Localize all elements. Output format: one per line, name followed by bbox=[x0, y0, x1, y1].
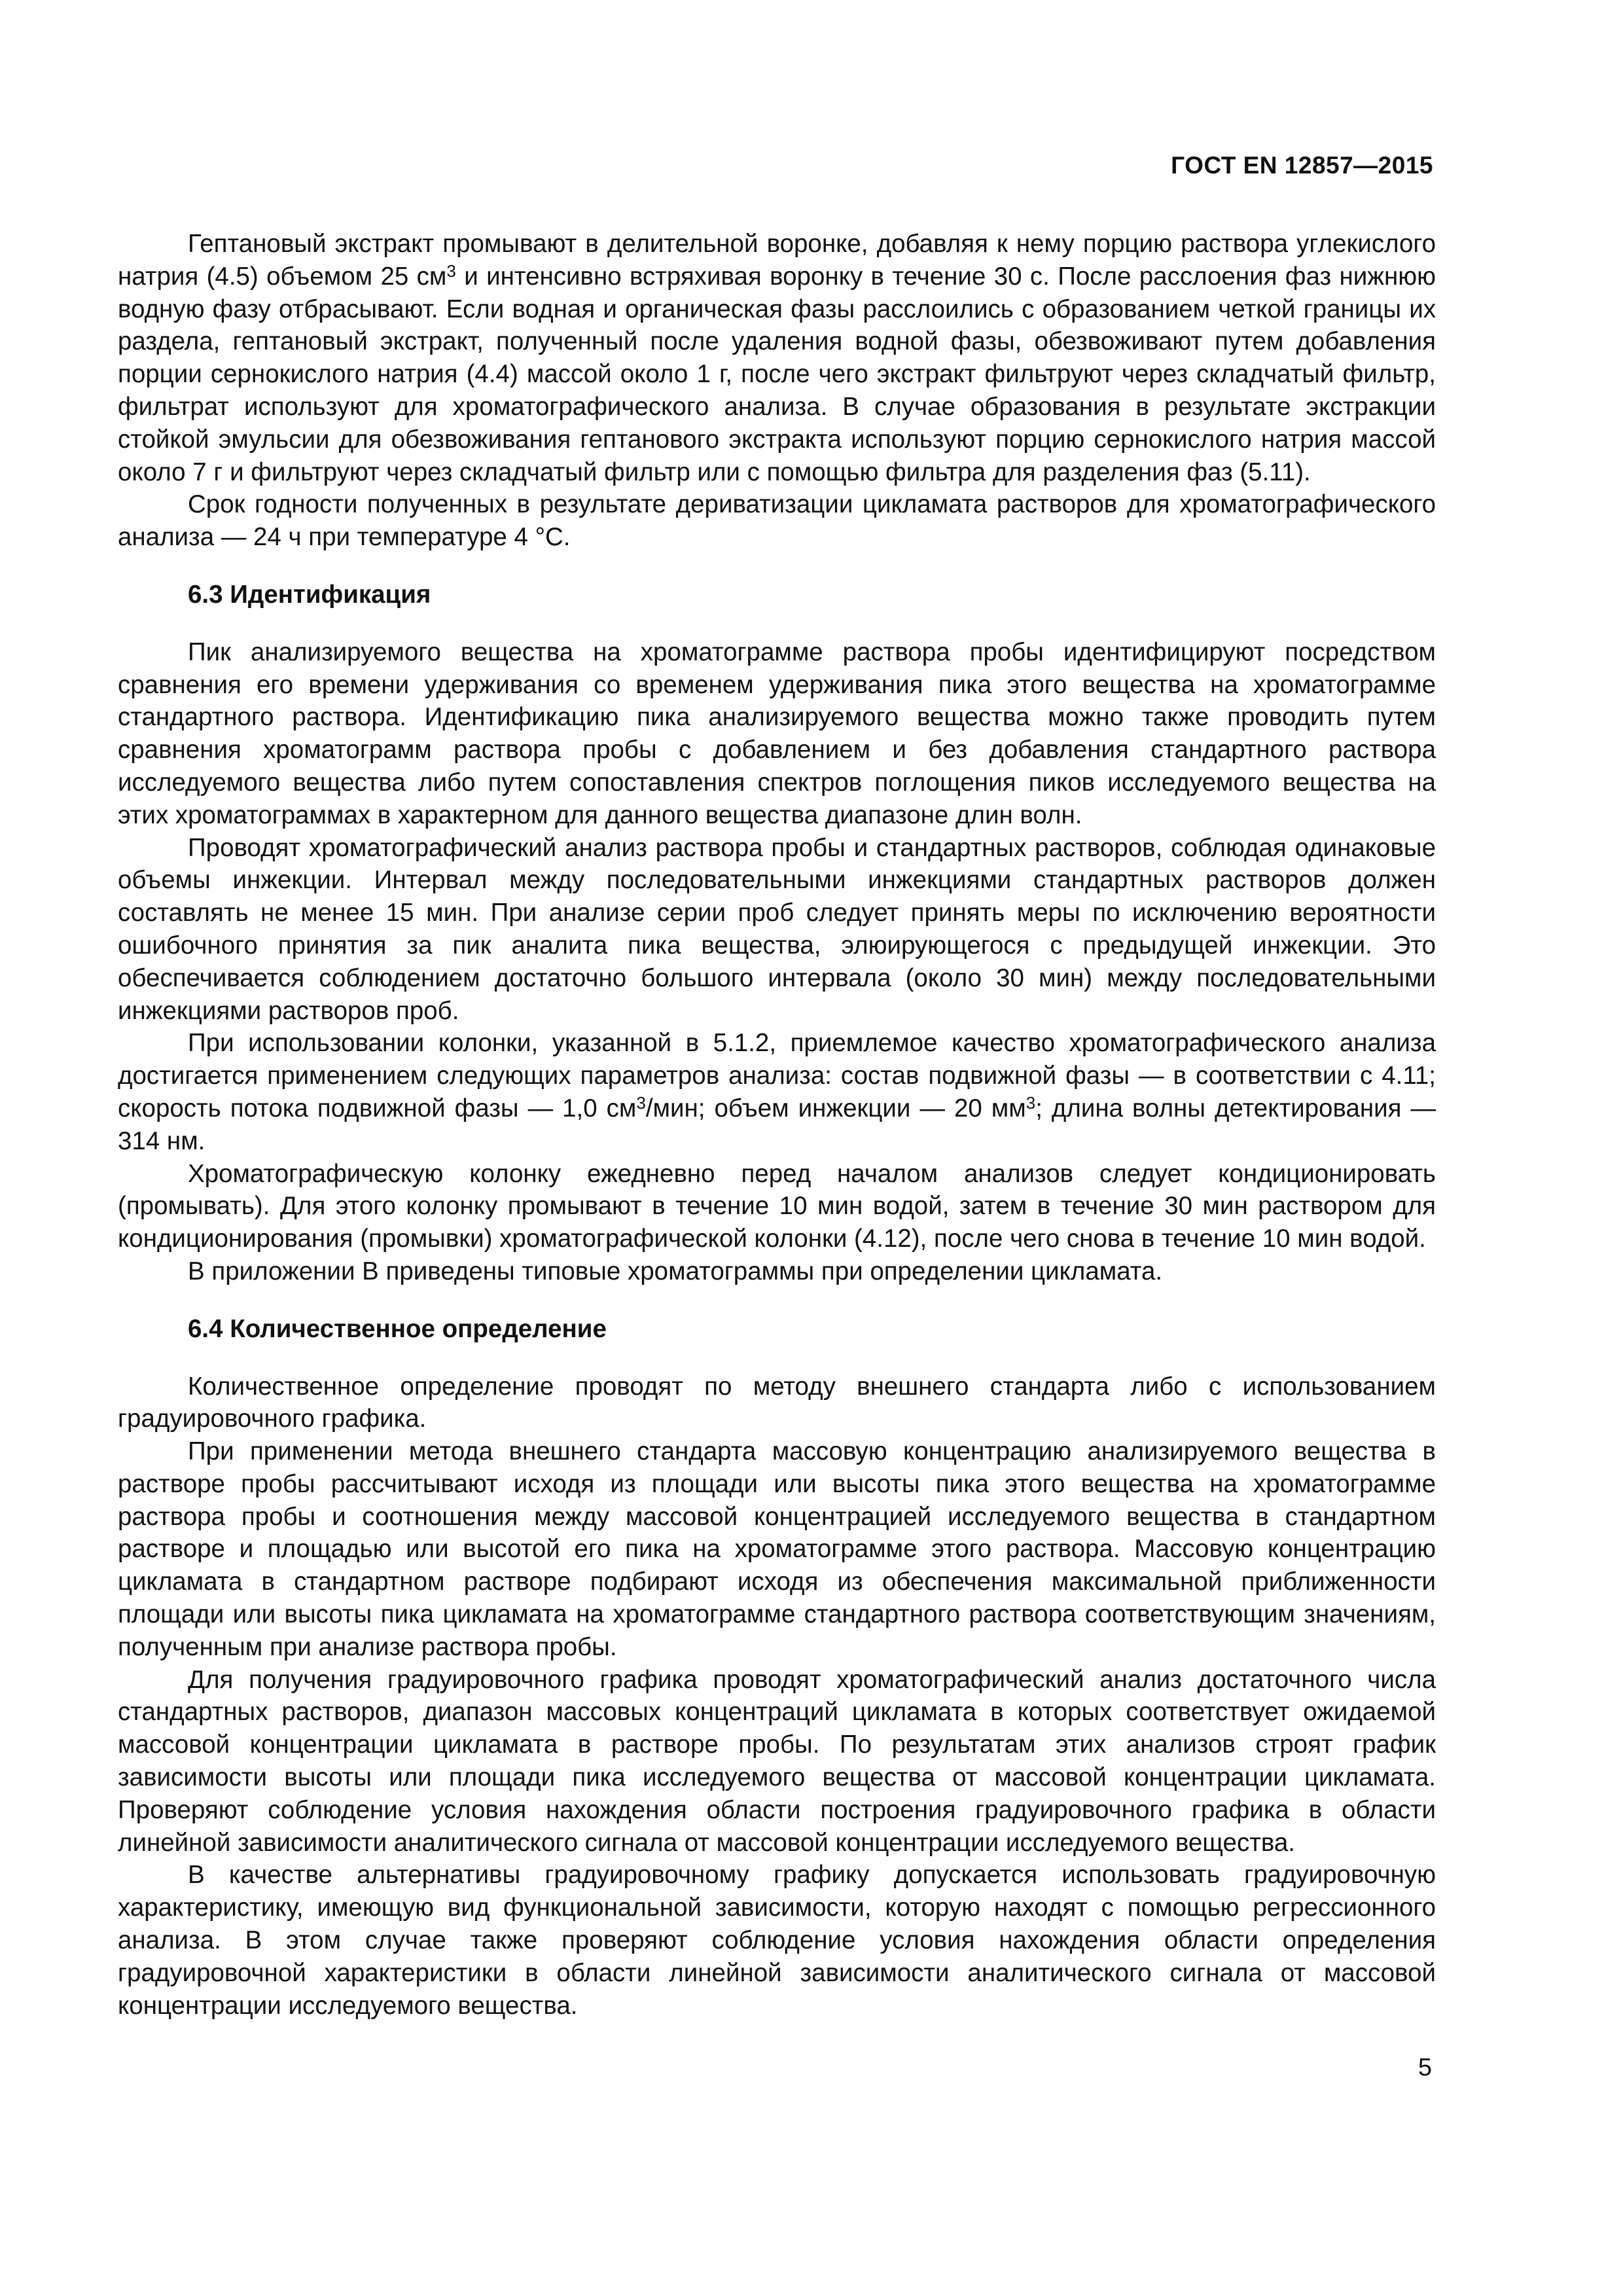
paragraph bbox=[118, 1859, 1436, 2022]
text-run: Срок годности полученных в результате дериватизации цикламата растворов для хроматографического анализа — 24 ч при температуре 4 °С. bbox=[118, 490, 1436, 552]
superscript: 3 bbox=[446, 260, 456, 281]
text-run: и интенсивно встряхивая воронку в течение 30 с. После расслоения фаз нижнюю водную фазу отбрасывают. Если водная и органическая фазы расслоились с образованием четкой границы их раздела, гептановый экстракт, полученный после удаления водной фазы, обезвоживают путем добавления порции сернокислого натрия (4.4) массой около 1 г, после чего экстракт фильтруют через складчатый фильтр, фильтрат используют для хроматографического анализа. В случае образования в результате экстракции стойкой эмульсии для обезвоживания гептанового экстракта используют порцию сернокислого натрия массой около 7 г и фильтруют через складчатый фильтр или с помощью фильтра для разделения фаз (5.11). bbox=[118, 262, 1436, 486]
text-run: Хроматографическую колонку ежедневно перед началом анализов следует кондиционировать (промывать). Для этого колонку промывают в течение 10 мин водой, затем в течение 30 мин раствором для кондиционирования (промывки) хроматографической колонки (4.12), после чего снова в течение 10 мин водой. bbox=[118, 1159, 1436, 1253]
paragraph bbox=[118, 1371, 1436, 1436]
section-heading bbox=[118, 1313, 1436, 1346]
page-number: 5 bbox=[1418, 2054, 1432, 2081]
section-heading bbox=[118, 579, 1436, 611]
paragraph bbox=[118, 636, 1436, 832]
text-run: Пик анализируемого вещества на хроматограмме раствора пробы идентифицируют посредством сравнения его времени удерживания со временем удерживания пика этого вещества на хроматограмме стандартного раствора. Идентификацию пика анализируемого вещества можно также проводить путем сравнения хроматограмм раствора пробы с добавлением и без добавления стандартного раствора исследуемого вещества либо путем сопоставления спектров поглощения пиков исследуемого вещества на этих хроматограммах в характерном для данного вещества диапазоне длин волн. bbox=[118, 637, 1436, 829]
page-body bbox=[118, 228, 1436, 2022]
paragraph bbox=[118, 1664, 1436, 1859]
text-run: При применении метода внешнего стандарта массовую концентрацию анализируемого вещества в растворе пробы рассчитывают исходя из площади или высоты пика этого вещества на хроматограмме раствора пробы и соотношения между массовой концентрацией исследуемого вещества в стандартном растворе и площадью или высотой его пика на хроматограмме этого раствора. Массовую концентрацию цикламата в стандартном растворе подбирают исходя из обеспечения максимальной приближенности площади или высоты пика цикламата на хроматограмме стандартного раствора соответствующим значениям, полученным при анализе раствора пробы. bbox=[118, 1437, 1436, 1661]
text-run: В приложении В приведены типовые хроматограммы при определении цикламата. bbox=[188, 1257, 1163, 1285]
paragraph bbox=[118, 1158, 1436, 1255]
text-run: В качестве альтернативы градуировочному графику допускается использовать градуировочную характеристику, имеющую вид функциональной зависимости, которую находят с помощью регрессионного анализа. В этом случае также проверяют соблюдение условия нахождения области определения градуировочной характеристики в области линейной зависимости аналитического сигнала от массовой концентрации исследуемого вещества. bbox=[118, 1861, 1436, 2020]
text-run: Количественное определение проводят по методу внешнего стандарта либо с использованием градуировочного графика. bbox=[118, 1372, 1436, 1433]
text-run: Для получения градуировочного графика проводят хроматографический анализ достаточного числа стандартных растворов, диапазон массовых концентраций цикламата в которых соответствует ожидаемой массовой концентрации цикламата в растворе пробы. По результатам этих анализов строят график зависимости высоты или площади пика исследуемого вещества от массовой концентрации цикламата. Проверяют соблюдение условия нахождения области построения градуировочного графика в области линейной зависимости аналитического сигнала от массовой концентрации исследуемого вещества. bbox=[118, 1665, 1436, 1857]
text-run: /мин; объем инжекции — 20 мм bbox=[645, 1094, 1026, 1122]
superscript: 3 bbox=[636, 1093, 646, 1113]
text-run: Проводят хроматографический анализ раствора пробы и стандартных растворов, соблюдая одинаковые объемы инжекции. Интервал между последовательными инжекциями стандартных растворов должен составлять не менее 15 мин. При анализе серии проб следует принять меры по исключению вероятности ошибочного принятия за пик аналита пика вещества, элюирующегося с предыдущей инжекции. Это обеспечивается соблюдением достаточно большого интервала (около 30 мин) между последовательными инжекциями растворов проб. bbox=[118, 833, 1436, 1025]
paragraph bbox=[118, 1255, 1436, 1288]
paragraph bbox=[118, 488, 1436, 554]
superscript: 3 bbox=[1026, 1093, 1036, 1113]
paragraph bbox=[118, 1435, 1436, 1664]
document-designation: ГОСТ EN 12857—2015 bbox=[1171, 152, 1433, 179]
text-run: 6.3 Идентификация bbox=[188, 580, 431, 609]
paragraph bbox=[118, 228, 1436, 488]
text-run: При использовании колонки, указанной в 5.1.2, приемлемое качество хроматографического анализа достигается применением следующих параметров анализа: состав подвижной фазы — в соответствии с 4.11; скорость потока подвижной фазы — 1,0 см bbox=[118, 1029, 1436, 1122]
paragraph bbox=[118, 1027, 1436, 1157]
text-run: 6.4 Количественное определение bbox=[188, 1314, 607, 1343]
paragraph bbox=[118, 832, 1436, 1028]
text-run: Гептановый экстракт промывают в делительной воронке, добавляя к нему порцию раствора углекислого натрия (4.5) объемом 25 см bbox=[118, 230, 1436, 291]
text-run: ; длина волны детектирования — 314 нм. bbox=[118, 1094, 1436, 1155]
